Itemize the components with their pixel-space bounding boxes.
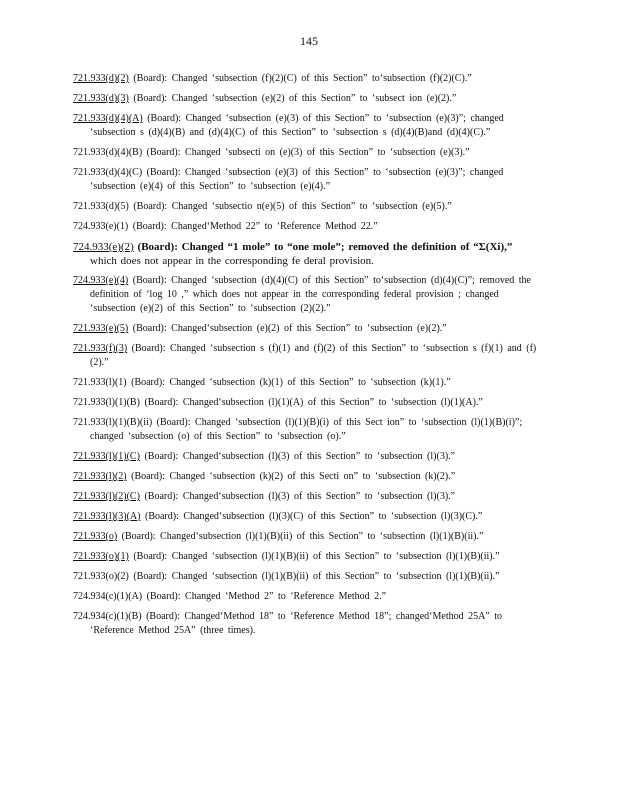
- section-reference: 724.934(c)(1)(B): [73, 611, 142, 622]
- change-description: (Board): Changed ‘subsection (d)(4)(C) of this Section” to‘subsection (d)(4)(C)”; removed the definition of ‘log 10 ,” which does not appear in the corresponding federal provision ; changed ‘subsection (e)(2) of this Section” to ‘subsection (2)(2).”: [90, 275, 531, 314]
- amendment-entry: [73, 220, 543, 234]
- section-reference: 721.933(d)(4)(C): [73, 167, 143, 178]
- section-reference: 721.933(f)(3): [73, 343, 128, 354]
- page-number: 145: [300, 34, 318, 48]
- section-reference: 724.933(e)(4): [73, 275, 129, 286]
- change-description: (Board): Changed ‘Method 2” to ‘Reference Method 2.”: [142, 591, 387, 602]
- section-reference: 724.934(c)(1)(A): [73, 591, 143, 602]
- section-reference: 721.933(l)(2): [73, 471, 127, 482]
- amendment-entry: [73, 92, 543, 106]
- change-description: (Board): Changed‘subsection (l)(3)(C) of this Section” to ‘subsection (l)(3)(C).”: [140, 511, 483, 522]
- amendment-entry: [73, 530, 543, 544]
- change-description: (Board): Changed ‘subsection (e)(2) of this Section” to ‘subsect ion (e)(2).”: [128, 93, 457, 104]
- section-reference: 721.933(l)(1)(B): [73, 397, 140, 408]
- change-description: (Board): Changed‘Method 18” to ‘Reference Method 18”; changed‘Method 25A” to ‘Reference Method 25A” (three times).: [90, 611, 503, 636]
- amendment-entry: [73, 146, 543, 160]
- change-description: (Board): Changed‘subsection (l)(3) of this Section” to ‘subsection (l)(3).”: [139, 451, 456, 462]
- change-description: (Board): Changed ‘subsection (e)(3) of this Section” to ‘subsection (e)(3)”; changed ‘subsection s (d)(4)(B) and (d)(4)(C) of this Section” to ‘subsection s (d)(4)(B)and (d)(4)(C).”: [90, 113, 504, 138]
- section-reference: 721.933(l)(3)(A): [73, 511, 141, 522]
- section-reference: 721.933(l)(1): [73, 377, 127, 388]
- amendment-entry: [73, 490, 543, 504]
- amendment-entry: [73, 570, 543, 584]
- amendment-entry: [73, 112, 543, 140]
- section-reference: 724.933(e)(2): [73, 241, 134, 253]
- change-description: (Board): Changed ‘subsection (k)(2) of this Secti on” to ‘subsection (k)(2).”: [126, 471, 456, 482]
- amendment-list: [73, 72, 543, 644]
- section-reference: 721.933(l)(2)(C): [73, 491, 140, 502]
- section-reference: 721.933(o): [73, 531, 118, 542]
- amendment-entry: [73, 610, 543, 638]
- amendment-entry: [73, 72, 543, 86]
- section-reference: 721.933(d)(2): [73, 73, 129, 84]
- amendment-entry: [73, 510, 543, 524]
- section-reference: 721.933(o)(2): [73, 571, 129, 582]
- change-description: (Board): Changed ‘subsection (e)(3) of this Section” to ‘subsection (e)(3)”; changed ‘subsection (e)(4) of this Section” to ‘subsection (e)(4).”: [90, 167, 504, 192]
- amendment-entry: [73, 166, 543, 194]
- section-reference: 721.933(d)(3): [73, 93, 129, 104]
- amendment-entry: [73, 342, 543, 370]
- section-reference: 721.933(l)(1)(B)(ii): [73, 417, 153, 428]
- section-reference: 721.933(o)(1): [73, 551, 129, 562]
- section-reference: 724.933(e)(1): [73, 221, 129, 232]
- change-description: (Board): Changed‘subsection (l)(3) of this Section” to ‘subsection (l)(3).”: [139, 491, 456, 502]
- section-reference: 721.933(d)(5): [73, 201, 129, 212]
- change-description: (Board): Changed “1 mole” to “one mole”; removed the definition of “Σ(Xi),”: [133, 241, 513, 253]
- amendment-entry: [73, 322, 543, 336]
- change-description: (Board): Changed ‘subsecti on (e)(3) of this Section” to ‘subsection (e)(3).”: [142, 147, 470, 158]
- amendment-entry: [73, 470, 543, 484]
- change-description: (Board): Changed‘Method 22” to ‘Reference Method 22.”: [128, 221, 378, 232]
- change-description: (Board): Changed ‘subsection (f)(2)(C) of this Section” to‘subsection (f)(2)(C).”: [128, 73, 472, 84]
- amendment-entry: [73, 416, 543, 444]
- amendment-entry: [73, 274, 543, 316]
- amendment-entry: [73, 450, 543, 464]
- section-reference: 721.933(l)(1)(C): [73, 451, 140, 462]
- section-reference: 721.933(d)(4)(B): [73, 147, 143, 158]
- change-description: (Board): Changed ‘subsectio n(e)(5) of this Section” to ‘subsection (e)(5).”: [128, 201, 452, 212]
- change-description: (Board): Changed‘subsection (e)(2) of this Section” to ‘subsection (e)(2).”: [128, 323, 447, 334]
- section-reference: 721.933(e)(5): [73, 323, 129, 334]
- change-description: (Board): Changed‘subsection (l)(1)(A) of this Section” to ‘subsection (l)(1)(A).”: [139, 397, 483, 408]
- section-reference: 721.933(d)(4)(A): [73, 113, 143, 124]
- amendment-entry: [73, 240, 543, 268]
- change-description: (Board): Changed ‘subsection (l)(1)(B)(i) of this Sect ion” to ‘subsection (l)(1)(B)(i)”; changed ‘subsection (o) of this Section” to ‘subsection (o).”: [90, 417, 523, 442]
- amendment-entry: [73, 590, 543, 604]
- change-description: (Board): Changed ‘subsection (l)(1)(B)(ii) of this Section” to ‘subsection (l)(1)(B)(ii).”: [128, 551, 500, 562]
- change-description-tail: which does not appear in the corresponding fe deral provision.: [90, 255, 374, 267]
- change-description: (Board): Changed ‘subsection (l)(1)(B)(ii) of this Section” to ‘subsection (l)(1)(B)(ii).”: [128, 571, 500, 582]
- change-description: (Board): Changed‘subsection (l)(1)(B)(ii) of this Section” to ‘subsection (l)(1)(B)(ii).”: [117, 531, 484, 542]
- amendment-entry: [73, 396, 543, 410]
- amendment-entry: [73, 376, 543, 390]
- amendment-entry: [73, 550, 543, 564]
- change-description: (Board): Changed ‘subsection (k)(1) of this Section” to ‘subsection (k)(1).”: [126, 377, 451, 388]
- change-description: (Board): Changed ‘subsection s (f)(1) and (f)(2) of this Section” to ‘subsection s (f)(1) and (f)(2).”: [90, 343, 537, 368]
- amendment-entry: [73, 200, 543, 214]
